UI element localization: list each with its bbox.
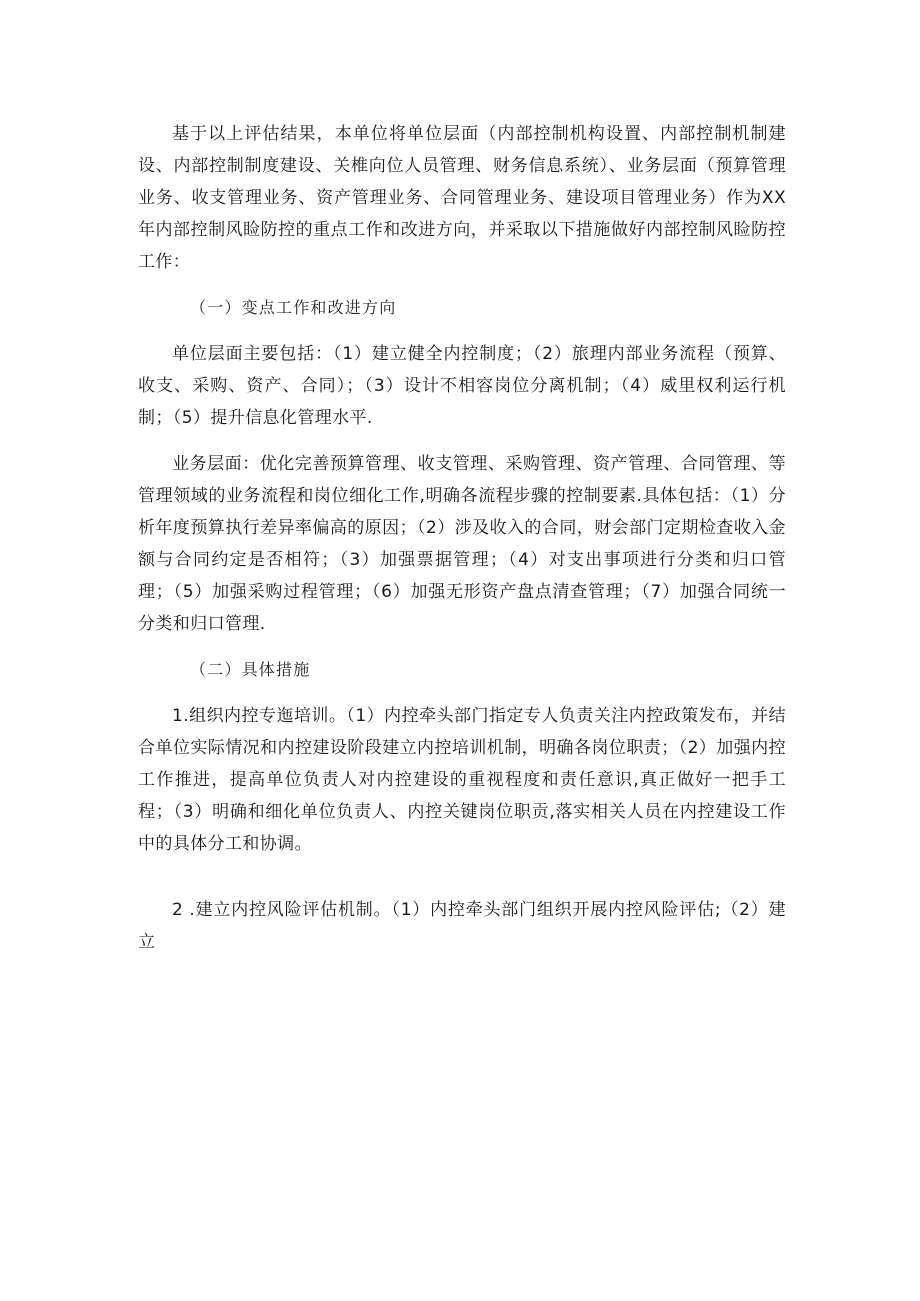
paragraph-measure-2: 2 .建立内控风险评估机制。（1）内控牵头部门组织开展内控风险评估;（2）建立 [138,900,786,952]
section-heading-2: （二）具体措施 [190,660,311,679]
paragraph-business-level: 业务层面：优化完善预算管理、收支管理、采购管理、资产管理、合同管理、等管理领域的业务流程和岗位细化工作,明确各流程步骤的控制要素.具体包括：（1）分析年度预算执行差异率偏高的原因；（2）涉及收入的合同，财会部门定期检查收入金额与合同约定是否相符；（3）加强票据管理；（4）对支出事项进行分类和归口管理；（5）加强采购过程管理；（6）加强无形资产盘点清查管理；（7）加强合同统一分类和归口管理. [138,454,786,634]
document-body [138,118,786,972]
paragraph-intro: 基于以上评估结果，本单位将单位层面（内部控制机构设置、内部控制机制建设、内部控制制度建设、关椎向位人员管理、财务信息系统）、业务层面（预算管理业务、收支管理业务、资产管理业务、合同管理业务、建设项目管理业务）作为XX年内部控制风睑防控的重点工作和改进方向，并采取以下措施做好内部控制风睑防控工作： [138,124,786,272]
section-heading-1: （一）变点工作和改进方向 [190,298,397,317]
paragraph-measure-1: 1.组织内控专迤培训。（1）内控牵头部门指定专人负责关注内控政策发布，并结合单位实际情况和内控建设阶段建立内控培训机制，明确各岗位职责；（2）加强内控工作推进，提高单位负责人对内控建设的重视程度和责任意识,真正做好一把手工程；（3）明确和细化单位负责人、内控关键岗位职贡,落实相关人员在内控建设工作中的具体分工和协调。 [138,706,786,854]
paragraph-unit-level: 单位层面主要包括：（1）建立健全内控制度；（2）旅理内部业务流程（预算、收支、采购、资产、合同）；（3）设计不相容岗位分离机制；（4）威里权利运行机制；（5）提升信息化管理水平. [138,344,786,428]
